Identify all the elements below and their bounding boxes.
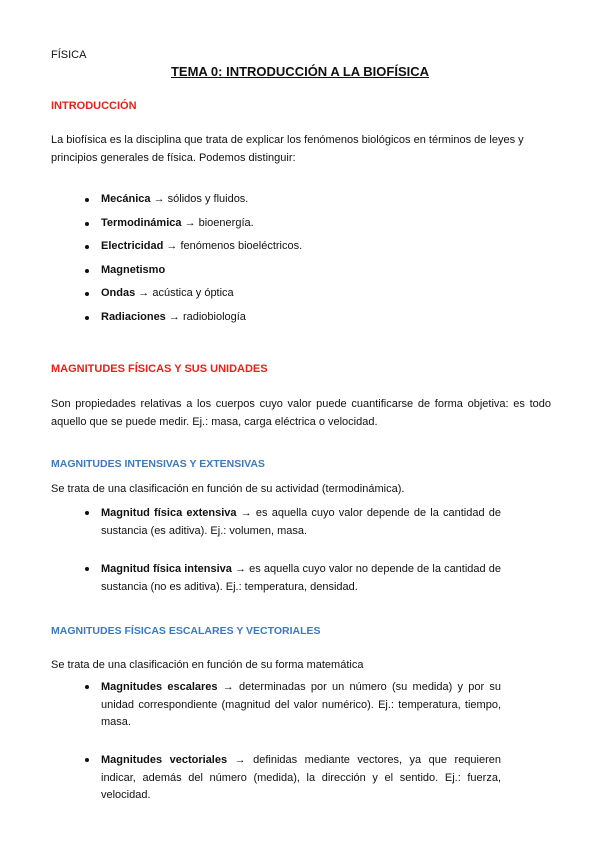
bullet-icon xyxy=(85,685,89,689)
magnitudes-paragraph: Son propiedades relativas a los cuerpos cuyo valor puede cuantificarse de forma objetiva: es todo aquello que se puede medir. Ej.: masa, carga eléctrica o velocidad. xyxy=(51,398,551,428)
arrow-icon: → xyxy=(222,681,234,693)
list-item: Magnitud física extensiva → es aquella cuyo valor depende de la cantidad de sustancia (es aditiva). Ej.: volumen, masa. xyxy=(0,505,600,540)
arrow-icon: → xyxy=(240,507,252,519)
arrow-icon: → xyxy=(234,754,246,766)
arrow-icon: → xyxy=(168,310,180,323)
list-item: Magnitud física intensiva → es aquella cuyo valor no depende de la cantidad de sustancia (no es aditiva). Ej.: temperatura, densidad. xyxy=(0,561,600,596)
section-heading-introduccion: INTRODUCCIÓN xyxy=(51,100,137,112)
intro-list xyxy=(0,193,302,334)
list-item: Termodinámica → bioenergía. xyxy=(0,217,302,241)
arrow-icon: → xyxy=(138,287,150,299)
bullet-icon xyxy=(85,758,89,762)
bullet-icon xyxy=(85,511,89,515)
arrow-icon: → xyxy=(153,193,165,205)
arrow-icon: → xyxy=(235,563,247,575)
arrow-icon: → xyxy=(166,240,178,252)
bullet-icon xyxy=(85,567,89,571)
list-item: Magnetismo xyxy=(0,264,302,288)
list-item: Magnitudes escalares → determinadas por un número (su medida) y por su unidad correspondiente (magnitud del valor numérico). Ej.: temperatura, tiempo, masa. xyxy=(0,679,600,732)
list-item: Magnitudes vectoriales → definidas mediante vectores, ya que requieren indicar, además del número (medida), la dirección y el sentido. Ej.: fuerza, velocidad. xyxy=(0,752,600,805)
list-item: Electricidad → fenómenos bioeléctricos. xyxy=(0,240,302,264)
section-heading-magnitudes: MAGNITUDES FÍSICAS Y SUS UNIDADES xyxy=(51,363,268,375)
list-item: Mecánica → sólidos y fluidos. xyxy=(0,193,302,217)
list-item: Ondas → acústica y óptica xyxy=(0,287,302,311)
intensivas-paragraph: Se trata de una clasificación en función de su actividad (termodinámica). xyxy=(51,483,405,495)
page-header: FÍSICA xyxy=(51,49,87,61)
intro-paragraph: La biofísica es la disciplina que trata de explicar los fenómenos biológicos en términos de leyes y principios generales de física. Podemos distinguir: xyxy=(51,134,524,164)
list-item: Radiaciones → radiobiología xyxy=(0,311,302,335)
arrow-icon: → xyxy=(184,216,196,229)
section-heading-escalares: MAGNITUDES FÍSICAS ESCALARES Y VECTORIALES xyxy=(51,625,321,637)
section-heading-intensivas: MAGNITUDES INTENSIVAS Y EXTENSIVAS xyxy=(51,458,265,470)
escalares-paragraph: Se trata de una clasificación en función de su forma matemática xyxy=(51,659,364,671)
page-title: TEMA 0: INTRODUCCIÓN A LA BIOFÍSICA xyxy=(170,64,430,79)
